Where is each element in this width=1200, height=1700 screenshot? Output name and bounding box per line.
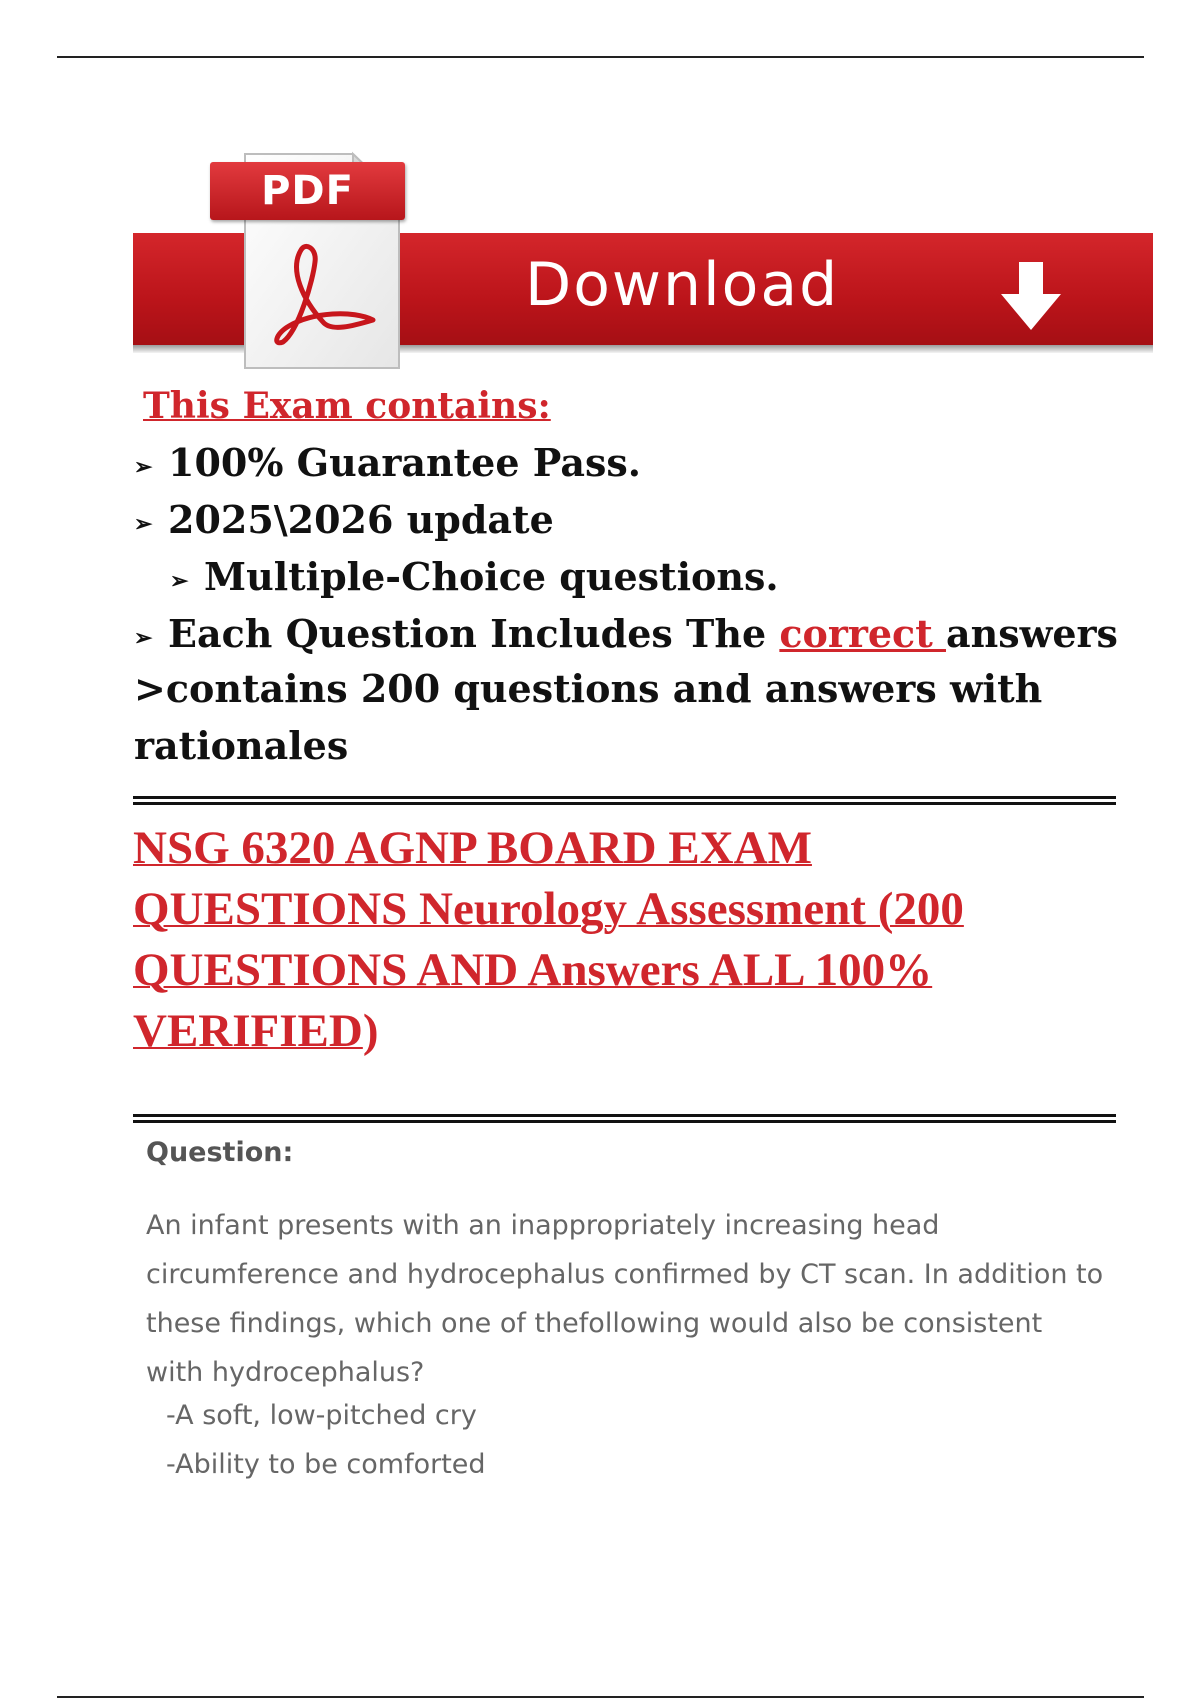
title-line: NSG 6320 AGNP BOARD EXAM — [133, 822, 812, 874]
arrow-bullet-icon: ➢ — [134, 453, 153, 480]
bullet-text: Each Question Includes The — [168, 611, 780, 656]
bullet-text: 2025\2026 update — [168, 497, 554, 542]
bullet-text: Multiple-Choice questions. — [204, 554, 779, 599]
top-rule — [57, 56, 1144, 58]
question-label: Question: — [146, 1137, 294, 1168]
arrow-bullet-icon: ➢ — [134, 624, 153, 651]
section-divider — [133, 1114, 1116, 1124]
bullet-multiple-choice — [170, 554, 779, 599]
correct-highlight: correct — [779, 611, 946, 656]
bullet-guarantee — [134, 440, 641, 485]
download-label: Download — [525, 250, 840, 320]
bullet-correct-answers — [134, 611, 1118, 656]
answer-option[interactable]: -A soft, low-pitched cry — [166, 1400, 477, 1431]
pdf-label: PDF — [210, 162, 405, 220]
rationales-line: rationales — [134, 723, 349, 768]
title-line: VERIFIED — [133, 1005, 363, 1057]
download-arrow-icon — [991, 256, 1071, 336]
arrow-bullet-icon: ➢ — [134, 510, 153, 537]
bullet-text: 100% Guarantee Pass. — [168, 440, 641, 485]
pdf-document-icon — [203, 150, 418, 372]
intro-heading: This Exam contains: — [143, 385, 551, 427]
section-divider — [133, 796, 1116, 806]
bullet-text-tail: answers — [945, 611, 1118, 656]
bullet-update — [134, 497, 554, 542]
answer-option[interactable]: -Ability to be comforted — [166, 1449, 486, 1480]
exam-title — [133, 818, 1133, 1062]
bottom-rule — [57, 1696, 1144, 1698]
title-line: QUESTIONS Neurology Assessment (200 — [133, 883, 964, 935]
question-text: An infant presents with an inappropriately increasing head circumference and hydrocephalus confirmed by CT scan. In addition to these findings, which one of thefollowing would also be consistent with hydrocephalus? — [146, 1210, 1104, 1388]
download-banner[interactable] — [133, 152, 1153, 377]
arrow-bullet-icon: ➢ — [170, 567, 189, 594]
title-line: QUESTIONS AND Answers ALL 100% — [133, 944, 933, 996]
title-line-tail: ) — [362, 1005, 379, 1057]
contains-line: >contains 200 questions and answers with — [134, 666, 1043, 711]
